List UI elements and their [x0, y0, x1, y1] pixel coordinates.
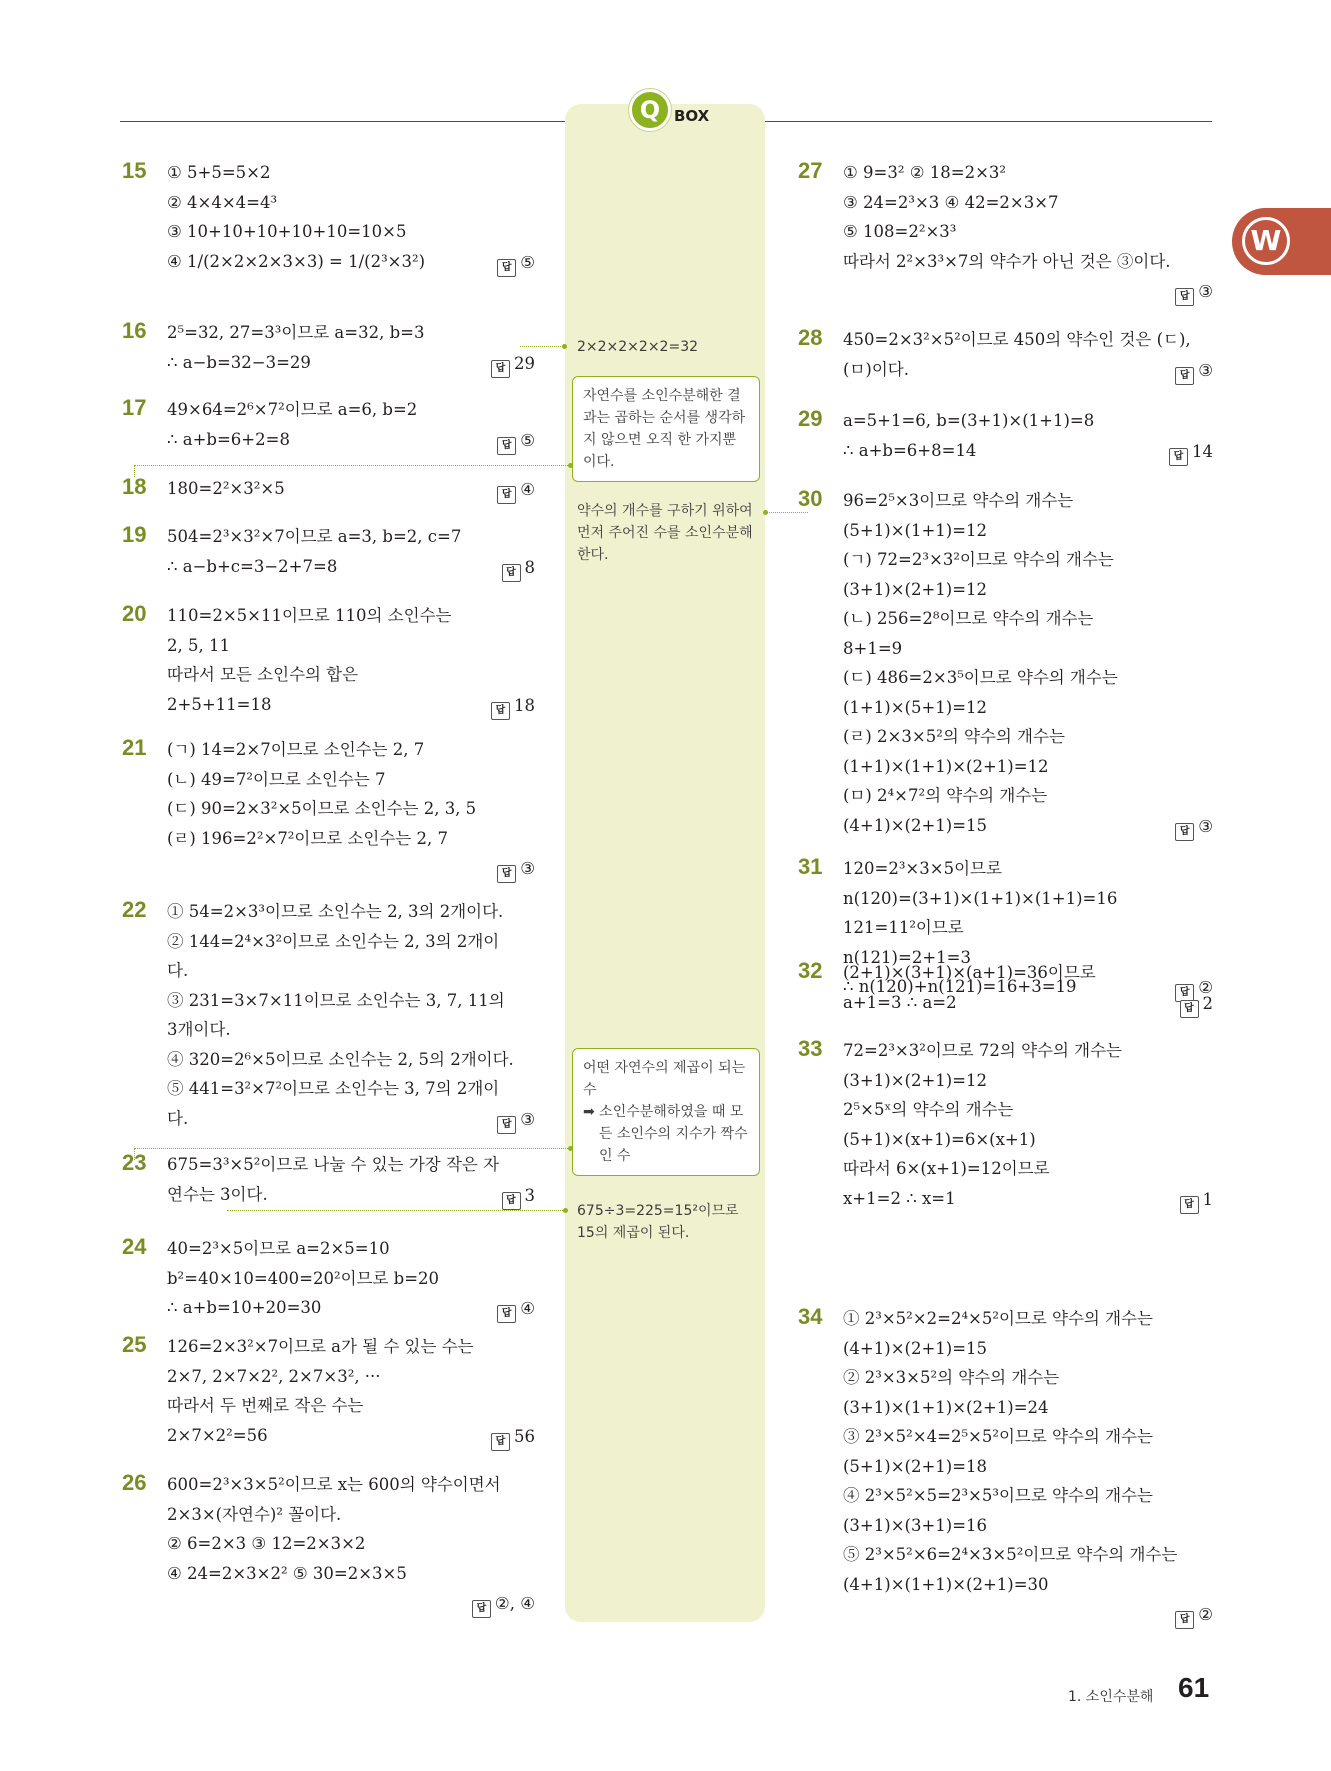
- solution-line: 49×64=2⁶×7²이므로 a=6, b=2: [167, 400, 418, 419]
- problem-number: 16: [122, 318, 147, 343]
- answer-marker-icon: 답: [1175, 1611, 1194, 1629]
- problem-18: [122, 474, 535, 504]
- connector-dot: [563, 1208, 568, 1213]
- answer-value: ③: [520, 859, 535, 878]
- problem-number: 34: [798, 1304, 823, 1329]
- answer-value: 18: [514, 695, 535, 715]
- problem-30: [798, 486, 1213, 840]
- answer-value: ②: [1198, 978, 1213, 997]
- problem-number: 20: [122, 601, 147, 626]
- solution-line: 600=2³×3×5²이므로 x는 600의 약수이면서: [167, 1475, 501, 1494]
- connector-dot: [568, 463, 573, 468]
- solution-line: (1+1)×(5+1)=12: [843, 697, 988, 717]
- answer-value: 14: [1192, 441, 1213, 461]
- solution-line: 3개이다.: [167, 1020, 231, 1039]
- problem-number: 25: [122, 1332, 147, 1357]
- solution-line: n(120)=(3+1)×(1+1)×(1+1)=16: [843, 888, 1118, 908]
- solution-line: ∴ a+b=6+2=8: [167, 429, 290, 449]
- solution-line: 따라서 6×(x+1)=12이므로: [843, 1159, 1050, 1178]
- problem-15: [122, 158, 535, 276]
- problem-number: 28: [798, 325, 823, 350]
- solution-line: ② 144=2⁴×3²이므로 소인수는 2, 3의 2개이: [167, 931, 500, 951]
- solution-line: 2+5+11=18: [167, 694, 272, 714]
- answer-marker-icon: 답: [491, 360, 510, 378]
- problem-19: [122, 522, 535, 581]
- connector-23: [134, 1148, 568, 1149]
- problem-22: [122, 897, 535, 1133]
- problem-28: [798, 325, 1213, 384]
- answer-marker-icon: 답: [497, 865, 516, 883]
- solution-line: 504=2³×3²×7이므로 a=3, b=2, c=7: [167, 527, 462, 546]
- solution-line: (ㄴ) 256=2⁸이므로 약수의 개수는: [843, 609, 1094, 628]
- answer-value: ④: [520, 480, 535, 499]
- solution-line: 따라서 모든 소인수의 합은: [167, 665, 359, 684]
- solution-line: (5+1)×(1+1)=12: [843, 520, 988, 540]
- problem-number: 30: [798, 486, 823, 511]
- w-icon: W: [1242, 217, 1290, 265]
- answer-value: ③: [520, 1109, 535, 1129]
- answer-marker-icon: 답: [491, 1433, 510, 1451]
- qbox-note-4: [572, 1048, 760, 1176]
- answer-marker-icon: 답: [497, 1116, 516, 1134]
- answer: [491, 696, 535, 720]
- solution-line: ② 6=2×3 ③ 12=2×3×2: [167, 1534, 366, 1553]
- solution-line: (3+1)×(1+1)×(2+1)=24: [843, 1397, 1049, 1417]
- answer-value: 3: [524, 1185, 535, 1205]
- answer: [502, 558, 536, 582]
- solution-line: ③ 231=3×7×11이므로 소인수는 3, 7, 11의: [167, 990, 505, 1010]
- answer-value: ②, ④: [494, 1594, 535, 1613]
- problem-number: 17: [122, 395, 147, 420]
- solution-line: 126=2×3²×7이므로 a가 될 수 있는 수는: [167, 1337, 474, 1356]
- solution-line: ⑤ 2³×5²×6=2⁴×3×5²이므로 약수의 개수는: [843, 1545, 1178, 1564]
- answer-value: 29: [514, 353, 535, 373]
- solution-line: 121=11²이므로: [843, 918, 964, 937]
- problem-34: [798, 1304, 1213, 1629]
- problem-27: [798, 158, 1213, 306]
- answer-marker-icon: 답: [1180, 1000, 1199, 1018]
- answer-marker-icon: 답: [1175, 823, 1194, 841]
- answer: [497, 480, 535, 504]
- solution-line: (ㄷ) 486=2×3⁵이므로 약수의 개수는: [843, 668, 1118, 687]
- solution-line: [843, 276, 1213, 306]
- solution-line: 연수는 3이다.: [167, 1184, 268, 1204]
- problem-number: 18: [122, 474, 147, 499]
- problem-number: 31: [798, 854, 823, 879]
- solution-line: 180=2²×3²×5: [167, 479, 285, 498]
- solution-line: n(121)=2+1=3: [843, 947, 971, 967]
- solution-line: ∴ a+b=10+20=30: [167, 1298, 322, 1317]
- solution-line: 따라서 2²×3³×7의 약수가 아닌 것은 ③이다.: [843, 251, 1171, 271]
- solution-line: ④ 1/(2×2×2×3×3) = 1/(2³×3²): [167, 251, 426, 271]
- problem-number: 22: [122, 897, 147, 922]
- answer: [472, 1594, 535, 1618]
- solution-line: ① 2³×5²×2=2⁴×5²이므로 약수의 개수는: [843, 1309, 1153, 1328]
- problem-number: 27: [798, 158, 823, 183]
- answer-marker-icon: 답: [1169, 448, 1188, 466]
- solution-line: 2×7×2²=56: [167, 1425, 268, 1445]
- answer-marker-icon: 답: [497, 437, 516, 455]
- solution-line: (4+1)×(1+1)×(2+1)=30: [843, 1574, 1049, 1594]
- solution-line: (1+1)×(1+1)×(2+1)=12: [843, 756, 1049, 776]
- answer: [1175, 361, 1213, 385]
- qbox-note-3: 약수의 개수를 구하기 위하여 먼저 주어진 수를 소인수분해한다.: [577, 503, 753, 563]
- connector-dot: [562, 344, 567, 349]
- answer: [497, 431, 535, 455]
- solution-line: (ㅁ)이다.: [843, 359, 909, 379]
- problem-26: [122, 1470, 535, 1618]
- connector-23b: [227, 1210, 567, 1211]
- answer-marker-icon: 답: [472, 1600, 491, 1618]
- solution-line: 다.: [167, 1108, 189, 1128]
- problem-17: [122, 395, 535, 454]
- solution-line: (ㄴ) 49=7²이므로 소인수는 7: [167, 769, 386, 789]
- solution-line: (3+1)×(2+1)=12: [843, 1070, 988, 1090]
- answer-marker-icon: 답: [1175, 288, 1194, 306]
- solution-line: (ㄱ) 14=2×7이므로 소인수는 2, 7: [167, 740, 425, 759]
- answer-marker-icon: 답: [1175, 984, 1194, 1002]
- q-box-sidebar: [565, 104, 765, 1622]
- solution-line: (ㄷ) 90=2×3²×5이므로 소인수는 2, 3, 5: [167, 799, 477, 818]
- answer-marker-icon: 답: [497, 259, 516, 277]
- solution-line: 96=2⁵×3이므로 약수의 개수는: [843, 491, 1074, 510]
- solution-line: ⑤ 441=3²×7²이므로 소인수는 3, 7의 2개이: [167, 1079, 500, 1098]
- connector-16: [520, 346, 565, 347]
- answer: [497, 1299, 535, 1323]
- solution-line: (3+1)×(2+1)=12: [843, 579, 988, 599]
- answer: [497, 1110, 535, 1134]
- solution-line: ② 2³×3×5²의 약수의 개수는: [843, 1368, 1060, 1387]
- answer-value: ④: [520, 1299, 535, 1318]
- solution-line: 120=2³×3×5이므로: [843, 859, 1002, 878]
- problem-number: 26: [122, 1470, 147, 1495]
- solution-line: ② 4×4×4=4³: [167, 192, 278, 212]
- solution-line: 8+1=9: [843, 638, 903, 658]
- problem-number: 32: [798, 958, 823, 983]
- solution-line: ∴ a+b=6+8=14: [843, 440, 977, 460]
- solution-line: ① 54=2×3³이므로 소인수는 2, 3의 2개이다.: [167, 902, 504, 921]
- solution-line: (ㄹ) 196=2²×7²이므로 소인수는 2, 7: [167, 828, 448, 848]
- section-label: 1. 소인수분해: [1068, 1689, 1154, 1705]
- solution-line: 450=2×3²×5²이므로 450의 약수인 것은 (ㄷ),: [843, 330, 1191, 349]
- answer: [1180, 994, 1214, 1018]
- qbox-note-1: 2×2×2×2×2=32: [577, 339, 699, 355]
- answer-value: ⑤: [520, 430, 535, 450]
- solution-line: 675=3³×5²이므로 나눌 수 있는 가장 작은 자: [167, 1155, 500, 1174]
- problem-24: [122, 1234, 535, 1323]
- solution-line: a+1=3 ∴ a=2: [843, 992, 957, 1012]
- q-box-label: BOX: [674, 107, 710, 125]
- solution-line: a=5+1=6, b=(3+1)×(1+1)=8: [843, 411, 1095, 430]
- connector-dot: [763, 510, 768, 515]
- q-badge-icon: Q: [629, 89, 671, 131]
- answer: [502, 1186, 536, 1210]
- problem-16: [122, 318, 535, 377]
- connector-18v: [134, 465, 135, 477]
- solution-line: ① 5+5=5×2: [167, 163, 271, 182]
- problem-29: [798, 406, 1213, 465]
- solution-line: ③ 10+10+10+10+10=10×5: [167, 222, 407, 241]
- answer-marker-icon: 답: [497, 1305, 516, 1323]
- solution-line: 2×7, 2×7×2², 2×7×3², ···: [167, 1366, 381, 1386]
- solution-line: 110=2×5×11이므로 110의 소인수는: [167, 606, 452, 625]
- solution-line: (5+1)×(2+1)=18: [843, 1456, 988, 1476]
- solution-line: (4+1)×(2+1)=15: [843, 815, 988, 835]
- problem-number: 29: [798, 406, 823, 431]
- solution-line: 다.: [167, 961, 189, 980]
- answer-value: 56: [514, 1426, 535, 1446]
- solution-line: ∴ a−b+c=3−2+7=8: [167, 556, 338, 576]
- answer: [1175, 817, 1213, 841]
- solution-line: ④ 2³×5²×5=2³×5³이므로 약수의 개수는: [843, 1486, 1153, 1505]
- connector-18: [134, 465, 568, 466]
- connector-23v: [134, 1148, 135, 1160]
- solution-line: (4+1)×(2+1)=15: [843, 1338, 988, 1358]
- problem-number: 19: [122, 522, 147, 547]
- answer-value: ②: [1198, 1605, 1213, 1624]
- answer-marker-icon: 답: [497, 486, 516, 504]
- solution-line: (ㄱ) 72=2³×3²이므로 약수의 개수는: [843, 550, 1114, 569]
- problem-number: 21: [122, 735, 147, 760]
- connector-dot: [568, 1146, 573, 1151]
- problem-20: [122, 601, 535, 719]
- problem-number: 33: [798, 1036, 823, 1061]
- solution-line: x+1=2 ∴ x=1: [843, 1188, 956, 1208]
- solution-line: [843, 1599, 1213, 1629]
- answer: [497, 253, 535, 277]
- answer: [1169, 442, 1213, 466]
- answer-value: ③: [1198, 360, 1213, 380]
- problem-number: 24: [122, 1234, 147, 1259]
- answer-value: ③: [1198, 816, 1213, 836]
- solution-line: 따라서 두 번째로 작은 수는: [167, 1396, 364, 1415]
- answer: [1175, 1605, 1213, 1629]
- solution-line: (ㅁ) 2⁴×7²의 약수의 개수는: [843, 786, 1048, 805]
- header-rule-right: [765, 121, 1212, 122]
- answer: [491, 1427, 535, 1451]
- solution-line: [167, 853, 535, 883]
- answer: [1175, 282, 1213, 306]
- qbox-note-4-title: 어떤 자연수의 제곱이 되는 수: [583, 1060, 746, 1098]
- answer-value: 2: [1202, 993, 1213, 1013]
- solution-line: ⑤ 108=2²×3³: [843, 222, 957, 241]
- solution-line: (3+1)×(3+1)=16: [843, 1515, 988, 1535]
- answer-marker-icon: 답: [1175, 367, 1194, 385]
- problem-21: [122, 735, 535, 883]
- solution-line: ③ 2³×5²×4=2⁵×5²이므로 약수의 개수는: [843, 1427, 1153, 1446]
- solution-line: (5+1)×(x+1)=6×(x+1): [843, 1129, 1036, 1149]
- answer-value: 1: [1202, 1189, 1213, 1209]
- solution-line: ③ 24=2³×3 ④ 42=2×3×7: [843, 192, 1059, 212]
- solution-line: ∴ n(120)+n(121)=16+3=19: [843, 977, 1077, 996]
- qbox-note-5: 675÷3=225=15²이므로 15의 제곱이 된다.: [577, 1203, 739, 1241]
- qbox-note-4-body: ➡ 소인수분해하였을 때 모든 소인수의 지수가 짝수인 수: [583, 1104, 748, 1164]
- header-rule-left: [120, 121, 565, 122]
- solution-line: (ㄹ) 2×3×5²의 약수의 개수는: [843, 727, 1065, 746]
- answer-value: ③: [1198, 282, 1213, 301]
- solution-line: 2, 5, 11: [167, 635, 230, 655]
- solution-line: 2×3×(자연수)² 꼴이다.: [167, 1504, 342, 1524]
- page-number: 61: [1178, 1672, 1210, 1703]
- solution-line: 2⁵×5ˣ의 약수의 개수는: [843, 1100, 1014, 1119]
- problem-25: [122, 1332, 535, 1450]
- solution-line: ④ 24=2×3×2² ⑤ 30=2×3×5: [167, 1563, 407, 1583]
- problem-number: 15: [122, 158, 147, 183]
- problem-number: 23: [122, 1150, 147, 1175]
- problem-33: [798, 1036, 1213, 1213]
- answer-marker-icon: 답: [502, 1192, 521, 1210]
- solution-line: b²=40×10=400=20²이므로 b=20: [167, 1268, 440, 1288]
- problem-23: [122, 1150, 535, 1209]
- section-tab: [1232, 208, 1331, 275]
- answer-marker-icon: 답: [502, 564, 521, 582]
- answer-value: 8: [524, 557, 535, 577]
- solution-line: (2+1)×(3+1)×(a+1)=36이므로: [843, 963, 1096, 982]
- solution-line: ④ 320=2⁶×5이므로 소인수는 2, 5의 2개이다.: [167, 1049, 514, 1069]
- solution-line: ∴ a−b=32−3=29: [167, 352, 311, 372]
- connector-30: [766, 512, 808, 513]
- answer-value: ⑤: [520, 252, 535, 272]
- solution-line: 40=2³×5이므로 a=2×5=10: [167, 1239, 390, 1258]
- answer-marker-icon: 답: [491, 702, 510, 720]
- answer-marker-icon: 답: [1180, 1196, 1199, 1214]
- problem-32: [798, 958, 1213, 1017]
- qbox-note-2: 자연수를 소인수분해한 결과는 곱하는 순서를 생각하지 않으면 오직 한 가지뿐이다.: [572, 376, 760, 482]
- solution-line: 2⁵=32, 27=3³이므로 a=32, b=3: [167, 323, 425, 342]
- solution-line: ① 9=3² ② 18=2×3²: [843, 163, 1007, 182]
- solution-line: 72=2³×3²이므로 72의 약수의 개수는: [843, 1041, 1122, 1060]
- answer: [1180, 1190, 1214, 1214]
- answer: [497, 859, 535, 883]
- answer: [491, 354, 535, 378]
